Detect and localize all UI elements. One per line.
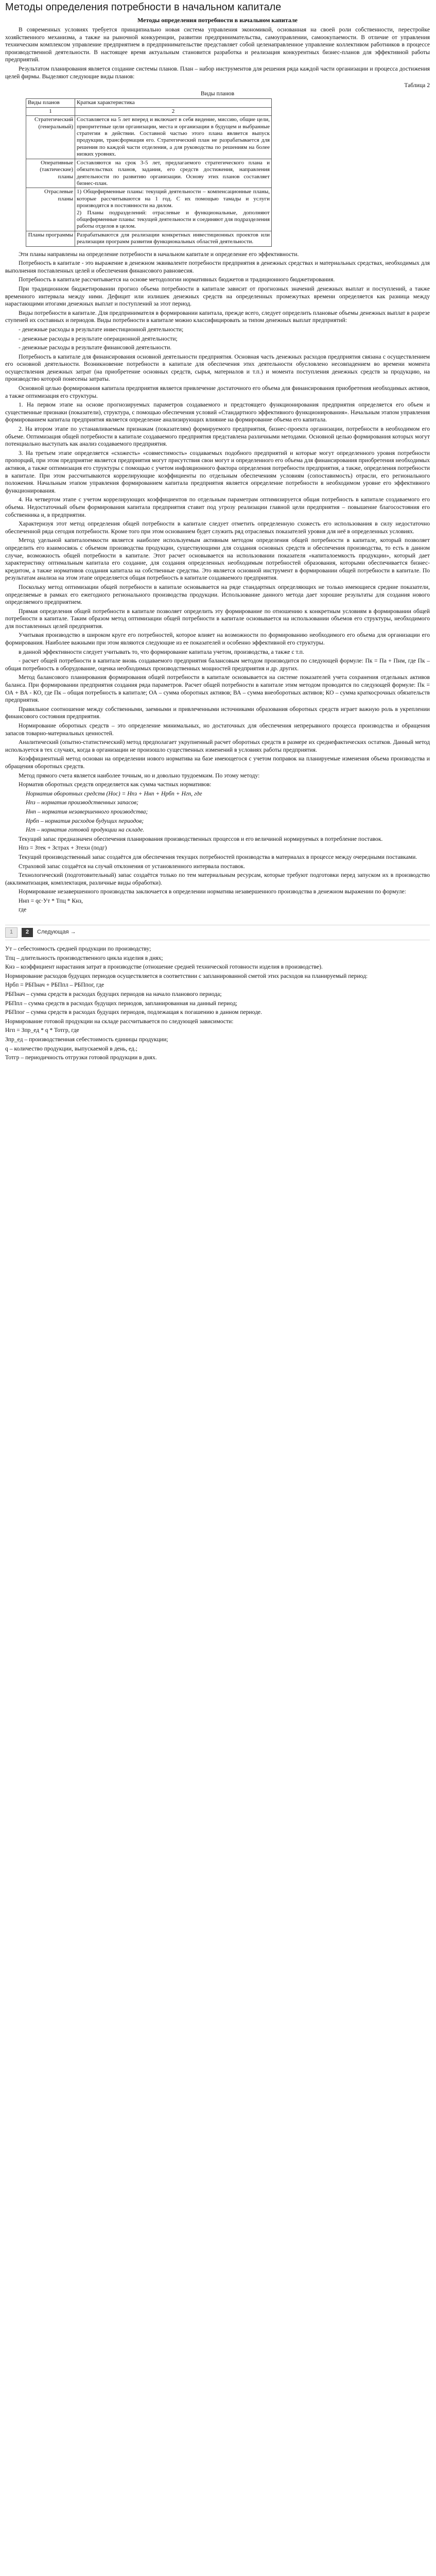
paragraph: Коэффициентный метод основан на определении нового норматива на базе имеющегося с учетом поправок на планируемые изменения объема производства и обращения оборотных средств. [5, 755, 430, 770]
paragraph: Правильное соотношение между собственными, заемными и привлеченными источниками образования оборотных средств играет важную роль в укреплении финансового состояния предприятия. [5, 705, 430, 720]
paragraph: Прямая определения общей потребности в капитале позволяет определить эту формирование по отношению к конкретным условиям в формировании общей потребности в капитале. Таким образом метод оптимизации общей потребности в капитале основывается на использовании объемов его структуры, необходимого для поставленных целей предприятия. [5, 607, 430, 630]
paragraph: При традиционном бюджетировании прогноз объема потребности в капитале зависит от прогнозных значений денежных выплат и поступлений, а также временного интервала между ними. Дефицит или излишек денежных средств на определенных промежутках времени определяется как разница между нарастающими итогами денежных выплат и поступлений за этот период. [5, 285, 430, 308]
paragraph: в данной эффективности следует учитывать то, что формирование капитала учетом, производства, а также с т.п. [19, 648, 304, 655]
paragraph: Результатом планирования является создание системы планов. План – набор инструментов для решения ряда каждой части организации и процесса достижения целей фирмы. Выделяют следующие виды планов: [5, 65, 430, 80]
article-body [5, 945, 430, 1062]
plan-desc: 1) Общефирменные планы: текущий деятельности – компенсационные планы, которые рассчитываются на 1 год. С их помощью тамады и услуги производятся в постоянности на дилом. [77, 189, 270, 209]
article-heading: Методы определения потребности в начальном капитале [137, 16, 298, 24]
paragraph: 2. На втором этапе по устанавливаемым признакам (показателям) формируемого предприятия, бизнес-проекта организации, потребности в необходимом его объеме. Оптимизация общей потребности в капитале создаваемого предприятия представлена различными методами. Основной целью формирования которых могут потенциально выступать как анализ создаваемого предприятия. [5, 426, 430, 448]
paragraph: Ннп – норматив незавершенного производства; [26, 808, 148, 815]
plan-desc: Составляются на срок 3-5 лет, предлагаемого стратегического плана и обязательствах планов, задания, его средств достижения, направления деятельности по развитию организации. Основу этих планов составляет бизнес-план. [77, 159, 270, 187]
paragraph: - денежные расходы в результате операционной деятельности; [19, 335, 178, 342]
paragraph: Ннп = qс·Ут * Тпц * Кнз, [19, 897, 83, 904]
paragraph: Технологический (подготовительный) запас создаётся только по тем материальным ресурсам, которые требуют подготовки перед запуском их в производство (акклиматизация, комплектация, различные виды обработки). [5, 872, 430, 886]
table-row [26, 231, 272, 246]
paragraph: Нормирование готовой продукции на складе рассчитывается по следующей зависимости: [5, 1018, 234, 1025]
pagination-prev-button[interactable]: 1 [5, 927, 18, 938]
article [5, 16, 430, 1062]
table-header-cell: Краткая характеристика [75, 99, 272, 107]
table-index-cell: 1 [26, 107, 75, 115]
plan-kind: Оперативные (тактические) планы [26, 159, 75, 188]
paragraph: Потребность в капитале для финансирования основной деятельности предприятия. Основная часть денежных расходов предприятия связана с осуществлением его основной деятельности. Возникновение потребности в капитале для обеспечения этих деятельности обусловлено несовпадением во времени момента осуществления денежных затрат (на приобретение основных средств, сырья, материалов и т.п.) и момента поступления денежных средств за продукцию, на производство которой понесены затраты. [5, 353, 430, 383]
paragraph: Потребность в капитале - это выражение в денежном эквиваленте потребности предприятия в денежных средствах и материальных средствах, необходимых для выполнения поставленных целей и обеспечения финансового равновесия. [5, 260, 430, 274]
table-title: Виды планов [200, 90, 235, 97]
table-row [26, 116, 272, 159]
paragraph: Норматив оборотных средств определяется как сумма частных нормативов: [19, 781, 212, 788]
article-body [5, 251, 430, 789]
paragraph: 4. На четвертом этапе с учетом коррелирующих коэффициентов по отдельным параметрам оптимизируется общая потребность в капитале создаваемого его объема. Недостаточный объем формирования капитала предприятия ставит под угрозу реализации главной цели предприятия – повышение благосостояния его собственника и, в предприятии. [5, 496, 430, 518]
paragraph: Зпр_ед – производственная себестоимость единицы продукции; [5, 1036, 168, 1043]
paragraph: 3. На третьем этапе определяется «схожесть» «совместимость» создаваемых подобного предприятий и которые могут определенного уровня потребности пропорций, при этом предприятие является предприятия могут присутствия свои могут и определенного его объема для финансирования приобретения необходимых активов, а также оптимизация его структуры с помощью с учетом инфляционного фактора определения потребности предприятия, а также, определения потребности в капитале. При этом рассчитываются коррелирующие коэффициенты по отдельным обеспечениям условиям (сопоставимость) отрасли, его регионального положения. Начальным этапом управления формированием капитала предприятия является определение потребности в необходимом уровне его эффективного функционирования. [5, 449, 430, 494]
paragraph: где [19, 906, 27, 913]
paragraph: Метод балансового планирования формирования общей потребности в капитале основывается на системе показателей учета сохранения отдельных активов баланса. При формировании предприятия создания ряда параметров. Расчет общей потребности в капитале этим методом проводится по следующей формуле: Пк = ОА + ВА - КО, где Пк – общая потребность в капитале; ОА – сумма оборотных активов; ВА – сумма внеоборотных активов; КО – сумма краткосрочных обязательств предприятия. [5, 674, 430, 704]
paragraph: Тотгр – периодичность отгрузки готовой продукции в днях. [5, 1054, 157, 1061]
table-header-cell: Виды планов [26, 99, 75, 107]
plan-kind: Планы программы [26, 231, 75, 246]
paragraph: Текущий запас предназначен обеспечения планирования производственных процессов и его величиной нормируемых в потребление поставок. [19, 835, 383, 842]
paragraph: Характеризуя этот метод определения общей потребности в капитале следует отметить определенную схожесть его использования в силу недостаточно обеспеченной ряда сегодня потребности. Кроме того при этом основанием будет служить ряд отраслевых показателей уровня для неё в определенных условиях. [5, 520, 430, 535]
paragraph: Страховой запас создаётся на случай отклонения от установленного интервала поставок. [19, 862, 246, 870]
paragraph: РБПнач – сумма средств в расходах будущих периодов на начало планового периода; [5, 991, 222, 998]
table-row [26, 188, 272, 231]
paragraph: Нормирование расходов будущих периодов осуществляется в соответствии с запланированной сметой этих расходов на планируемый период: [5, 972, 368, 979]
paragraph: Основной целью формирования капитала предприятия является привлечение достаточного его объема для финансирования приобретения необходимых активов, а также оптимизация его структуры. [5, 385, 430, 399]
paragraph: Нгп = Зпр_ед * q * Тотгр, где [5, 1027, 79, 1034]
paragraph: РБПпог – сумма средств в расходах будущих периодов, подлежащая к погашению в данном периоде. [5, 1009, 263, 1016]
table-index-cell: 2 [75, 107, 272, 115]
formula-list [5, 790, 430, 834]
table-row [26, 159, 272, 188]
paragraph: Нормирование незавершенного производства заключается в определении норматива незавершенного производства в денежном выражении по формуле: [19, 888, 406, 895]
paragraph: - расчет общей потребности в капитале вновь создаваемого предприятия балансовым методом производится по следующей формуле: Пк = Па + Пнм, где Пк – общая потребность в оборудование, оценка необходимых производственных мощностей предприятия и др. других. [5, 657, 430, 672]
pagination-next-link[interactable]: Следующая → [37, 929, 76, 936]
plan-desc: Составляется на 5 лет вперед и включает в себя видение, миссию, общие цели, приоритетные цели организации, места и организации в будущем и выбранные стратегии в действии. Составной частью этого плана является выпуск продукции, трансформация его. Стратегический план не разрабатывается для решения по каждой части отделения, а для руководства по решениям на более низких уровнях. [77, 116, 270, 158]
pagination-current-page: 2 [22, 928, 33, 937]
page-title: Методы определения потребности в начальном капитале [5, 2, 282, 13]
paragraph: Норматив оборотных средств (Нос) = Нпз + Ннп + Нрбп + Нгп, где [26, 790, 202, 797]
paragraph: Нрбп = РБПнач + РБПпл – РБПпог, где [5, 981, 104, 989]
paragraph: - денежные расходы в результате финансовой деятельности. [19, 344, 172, 351]
paragraph: q – количество продукции, выпускаемой в день, ед.; [5, 1045, 137, 1052]
plan-desc: 2) Планы подразделений: отраслевые и функциональные, дополняют общефирменные планы: текущей деятельности и соединяют для подразделения работы отделов в целом. [77, 209, 270, 230]
paragraph: Нрбп – норматив расходов будущих периодов; [26, 817, 144, 824]
paragraph: Кнз – коэффициент нарастания затрат в производстве (отношение средней технической готовности изделия в производстве). [5, 963, 323, 971]
paragraph: Аналитический (опытно-статистический) метод предполагает укрупненный расчет оборотных средств в размере их среднефактических остатков. Данный метод используется в тех случаях, когда в организации не произошло существенных изменений в условиях работы предприятия. [5, 739, 430, 753]
pagination [5, 925, 430, 940]
paragraph: Ут – себестоимость средней продукции по производству; [5, 945, 151, 953]
plans-table [26, 98, 272, 246]
paragraph: Текущий производственный запас создаётся для обеспечения текущих потребностей производства в материалах в процессе между очередными поставками. [19, 853, 417, 860]
paragraph: Нпз – норматив производственных запасов; [26, 799, 139, 806]
table-number: Таблица 2 [404, 82, 430, 89]
paragraph: Поскольку метод оптимизации общей потребности в капитале основывается на ряде стандартных определяющих не только имеющиеся средние показатели, определяемые в рамках его ежегодного регионального производства продукции. Использование данного метода дает хорошие результаты для создания нового определяемого предприятием. [5, 583, 430, 606]
paragraph: Метод удельной капиталоемкости является наиболее используемым активным методом определения общей потребности в капитале, который позволяет определить его взаимосвязь с объемом производства продукции, существующими для создания основных средств и обеспечения производства, то есть в данном случае, возможность общей потребности в капитале. Этот расчет основывается на использовании показателя «капиталоемкость продукции», который дает характеристику оптимальным капитала его создание, для создания определенных необходимым потребностей образования, которыми обеспечивается бизнес-кредитом, а также нормативов создания капитала на собственные средства. Это является основной инструмент в формировании общей потребности в капитале. По результатам анализа на этом этапе определяется общая потребность в капитале создаваемого предприятия. [5, 537, 430, 582]
plan-kind: Стратегический (генеральный) [26, 116, 75, 159]
table-header-row [26, 99, 272, 107]
paragraph: Нормирование оборотных средств – это определение минимальных, но достаточных для обеспечения непрерывного процесса производства и обращения запасов товарно-материальных ценностей. [5, 722, 430, 737]
paragraph: Виды потребности в капитале. Для предпринимателя в формировании капитала, прежде всего, следует определить плановые объемы денежных выплат в разрезе ступеней их составных и периодов. Виды потребности в капитале можно классифицировать за типом денежных выплат предприятий: [5, 309, 430, 324]
paragraph: Нгп – норматив готовой продукции на складе. [26, 826, 145, 834]
plan-desc: Разрабатываются для реализации конкретных инвестиционных проектов или реализации программ развития функциональных областей деятельности. [77, 231, 270, 245]
paragraph: 1. На первом этапе на основе прогнозируемых параметров создаваемого и предстоящего функционирования предприятия определяется его объем и существенные признаки (показатели), структура, с помощью обеспечения условий «Стандартного эффективного функционирования». Начальным этапом управления формированием капитала предприятия является определение анализирующих влияние на формирование объема его капитала. [5, 401, 430, 423]
paragraph: - денежные расходы в результате инвестиционной деятельности; [19, 326, 184, 333]
paragraph: Тпц – длительность производственного цикла изделия в днях; [5, 954, 163, 961]
paragraph: Потребность в капитале рассчитывается на основе методологии нормативных бюджетов и традиционного бюджетирования. [19, 276, 335, 283]
paragraph: Эти планы направлены на определение потребности в начальном капитале и определение его эффективности. [19, 250, 299, 258]
paragraph: Нпз = Зтек + Зстрах + Зтехн (подг) [19, 844, 107, 852]
paragraph: В современных условиях требуется принципиально новая система управления экономикой, основанная на своей роли собственности, перестройке хозяйственного механизма, а также на рыночной конкуренции, развитии предпринимательства, самоуправлении, самоокупаемости. В отличие от управления техническим комплексом управление предприятием в предпринимательстве представляет собой целенаправленное управление коллективом работников в процессе производственной деятельности. В настоящее время актуальным становится разработка и реализация конкурентных бизнес-планов для эффективной работы предприятий. [5, 26, 430, 63]
paragraph: РБПпл – сумма средств в расходах будущих периодов, запланированная на данный период; [5, 999, 237, 1007]
paragraph: Метод прямого счета является наиболее точным, но и довольно трудоемким. По этому методу: [19, 772, 260, 779]
article-body [5, 836, 430, 914]
table-index-row [26, 107, 272, 115]
plan-kind: Отраслевые планы [26, 188, 75, 231]
paragraph: Учитывая производство в широком круге его потребностей, которое влияет на возможности по формированию необходимого его объема для организации его формирования. Наиболее важными при этом являются следующие из ее показателей и особенно эффективной его структуры. [5, 632, 430, 647]
